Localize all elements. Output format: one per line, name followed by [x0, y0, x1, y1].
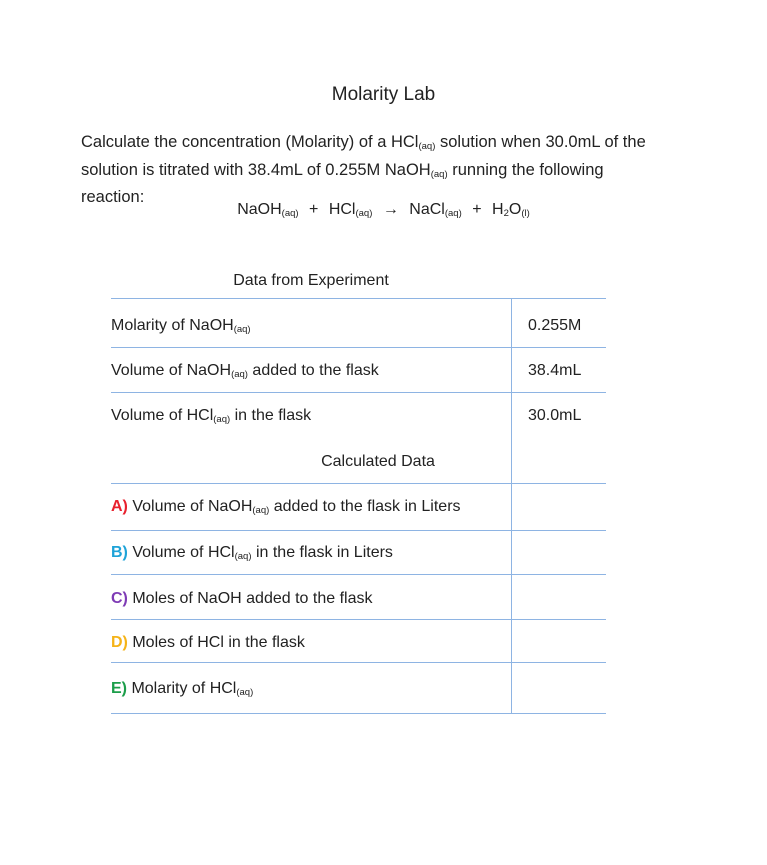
calculated-row-c: C) Moles of NaOH added to the flask	[111, 590, 373, 607]
reaction-arrow-icon: →	[382, 201, 399, 218]
row-divider	[111, 662, 606, 663]
plus-sign: +	[309, 201, 319, 218]
reactant-hcl: HCl$_{(aq)}$	[328, 201, 373, 219]
product-nacl: NaCl$_{(aq)}$	[409, 201, 462, 219]
experiment-row-value: 0.255M	[528, 317, 582, 334]
letter-d: D)	[111, 634, 128, 651]
row-divider	[111, 619, 606, 620]
experiment-row-label: Volume of NaOH$_{(aq)}$ added to the flask	[111, 362, 379, 380]
row-divider	[111, 574, 606, 575]
problem-line-3: reaction:	[81, 188, 145, 206]
calculated-row-a: A) Volume of NaOH$_{(aq)}$ added to the flask in Liters	[111, 498, 461, 516]
letter-c: C)	[111, 590, 128, 607]
experiment-row-label: Molarity of NaOH$_{(aq)}$	[111, 317, 251, 335]
experiment-row-value: 30.0mL	[528, 407, 582, 424]
page-title: Molarity Lab	[331, 84, 436, 105]
letter-e: E)	[111, 680, 127, 697]
plus-sign: +	[472, 201, 482, 218]
calculated-row-b: B) Volume of HCl$_{(aq)}$ in the flask in Liters	[111, 544, 393, 562]
row-divider	[111, 530, 606, 531]
letter-a: A)	[111, 498, 128, 515]
table-bottom-border	[111, 713, 606, 714]
reactant-naoh: NaOH$_{(aq)}$	[237, 201, 299, 219]
row-divider	[111, 347, 606, 348]
problem-statement	[81, 131, 686, 209]
table-top-border	[111, 298, 606, 299]
experiment-row-label: Volume of HCl$_{(aq)}$ in the flask	[111, 407, 312, 425]
problem-line-1: Calculate the concentration (Molarity) of a HCl$_{(aq)}$ solution when 30.0mL of the	[81, 133, 646, 152]
experiment-row-value: 38.4mL	[528, 362, 582, 379]
problem-line-2: solution is titrated with 38.4mL of 0.255M NaOH$_{(aq)}$ running the following	[81, 160, 604, 180]
experiment-heading: Data from Experiment	[233, 272, 389, 289]
calculated-row-d: D) Moles of HCl in the flask	[111, 634, 305, 651]
calculated-row-e: E) Molarity of HCl$_{(aq)}$	[111, 680, 254, 698]
letter-b: B)	[111, 544, 128, 561]
product-water: $H_2O_{(l)}$	[492, 201, 530, 219]
table-column-divider	[511, 298, 512, 714]
calculated-heading: Calculated Data	[321, 453, 435, 470]
row-divider	[111, 483, 606, 484]
chemical-equation	[0, 201, 767, 219]
row-divider	[111, 392, 606, 393]
